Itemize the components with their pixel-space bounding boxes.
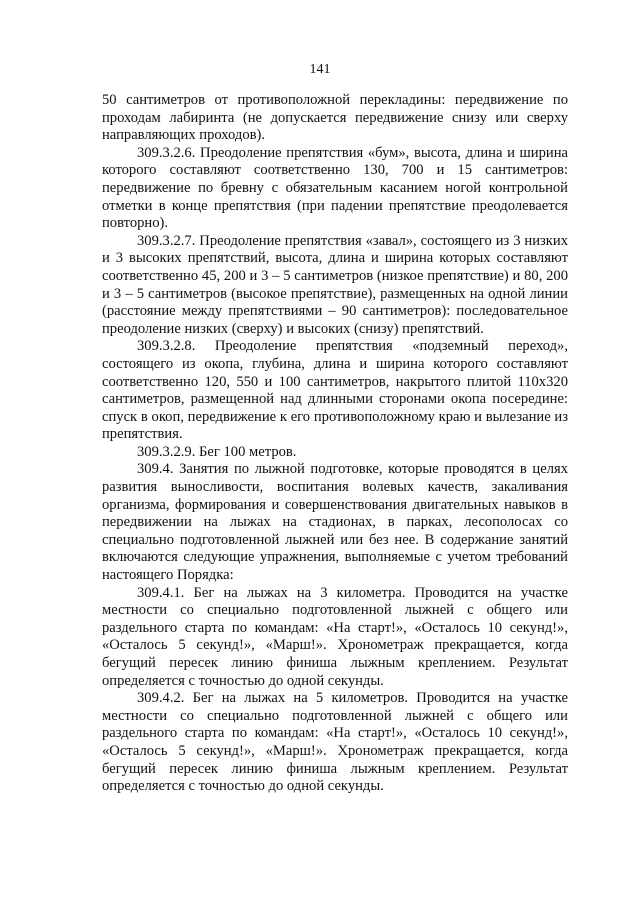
paragraph-309-4-1: 309.4.1. Бег на лыжах на 3 километра. Проводится на участке местности со специально подготовленной лыжней с общего или раздельного старта по командам: «На старт!», «Осталось 10 секунд!», «Осталось 5 секунд!», «Марш!». Хронометраж прекращается, когда бегущий пересек линию финиша лыжным креплением. Результат определяется с точностью до одной секунды. [102,584,568,689]
paragraph-309-3-2-9: 309.3.2.9. Бег 100 метров. [137,443,297,460]
paragraph-309-4-2: 309.4.2. Бег на лыжах на 5 километров. Проводится на участке местности со специально подготовленной лыжней с общего или раздельного старта по командам: «На старт!», «Осталось 10 секунд!», «Осталось 5 секунд!», «Марш!». Хронометраж прекращается, когда бегущий пересек линию финиша лыжным креплением. Результат определяется с точностью до одной секунды. [102,690,568,795]
page-number: 141 [309,62,331,77]
paragraph-309-3-2-8: 309.3.2.8. Преодоление препятствия «подземный переход», состоящего из окопа, глубина, длина и ширина которого составляют соответственно 120, 550 и 100 сантиметров, накрытого плитой 110х320 сантиметров, размещенной над длинными сторонами окопа посередине: спуск в окоп, передвижение к его противоположному краю и вылезание из препятствия. [102,338,568,443]
paragraph-309-3-2-6: 309.3.2.6. Преодоление препятствия «бум», высота, длина и ширина которого составляют соответственно 130, 700 и 15 сантиметров: передвижение по бревну с обязательным касанием ногой контрольной отметки в конце препятствия (при падении препятствие преодолевается повторно). [102,144,568,232]
document-body [102,92,568,796]
paragraph-309-4: 309.4. Занятия по лыжной подготовке, которые проводятся в целях развития выносливости, воспитания волевых качеств, закаливания организма, формирования и совершенствования двигательных навыков в передвижении на лыжах на стадионах, в парках, лесополосах со специально подготовленной лыжней или без нее. В содержание занятий включаются следующие упражнения, выполняемые с учетом требований настоящего Порядка: [102,461,568,584]
paragraph-309-3-2-7: 309.3.2.7. Преодоление препятствия «завал», состоящего из 3 низких и 3 высоких препятствий, высота, длина и ширина которых составляют соответственно 45, 200 и 3 – 5 сантиметров (низкое препятствие) и 80, 200 и 3 – 5 сантиметров (высокое препятствие), размещенных на одной линии (расстояние между препятствиями – 90 сантиметров): последовательное преодоление низких (сверху) и высоких (снизу) препятствий. [102,232,568,337]
paragraph-continuation: 50 сантиметров от противоположной перекладины: передвижение по проходам лабиринта (не допускается передвижение снизу или сверху направляющих проходов). [102,92,568,144]
